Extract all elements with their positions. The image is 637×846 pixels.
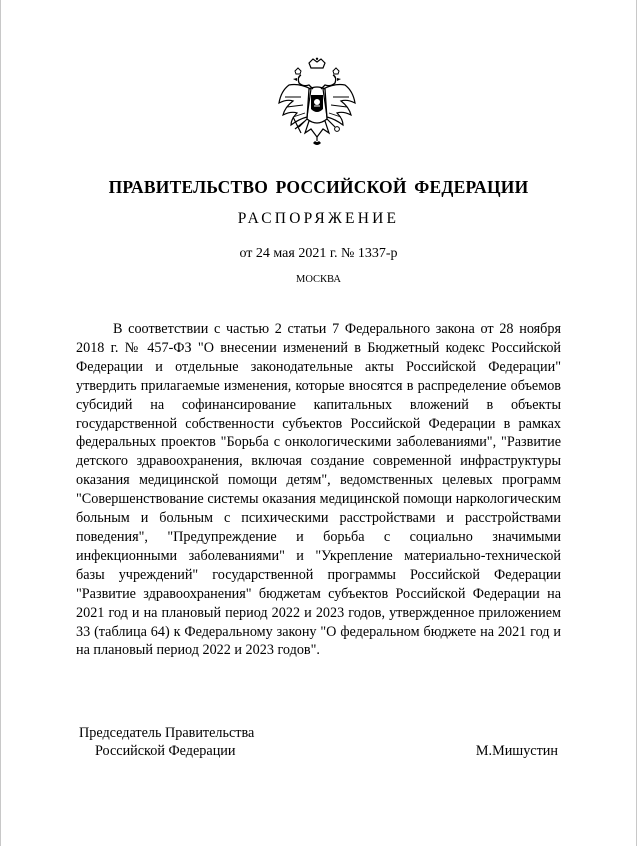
signatory-title-line-2: Российской Федерации	[95, 743, 236, 759]
document-city: МОСКВА	[296, 274, 341, 285]
signatory-title-line-1: Председатель Правительства	[79, 725, 255, 741]
order-paragraph: В соответствии с частью 2 статьи 7 Федерального закона от 28 ноября 2018 г. № 457-ФЗ "О внесении изменений в Бюджетный кодекс Российской Федерации и отдельные законодательные акты Российской Федерации" утвердить прилагаемые изменения, которые вносятся в распределение объемов субсидий на софинансирование капитальных вложений в объекты государственной собственности субъектов Российской Федерации в рамках федеральных проектов "Борьба с онкологическими заболеваниями", "Развитие детского здравоохранения, включая создание современной инфраструктуры оказания медицинской помощи детям", ведомственных целевых программ "Совершенствование системы оказания медицинской помощи наркологическим больным и больным с психическими расстройствами и расстройствами поведения", "Предупреждение и борьба с социально значимыми инфекционными заболеваниями" и "Укрепление материально-технической базы учреждений" государственной программы Российской Федерации "Развитие здравоохранения" бюджетам субъектов Российской Федерации на 2021 год и на плановый период 2022 и 2023 годов, утвержденное приложением 33 (таблица 64) к Федеральному закону "О федеральном бюджете на 2021 год и на плановый период 2022 и 2023 годов".	[76, 321, 561, 659]
document-date-number: от 24 мая 2021 г. № 1337-р	[239, 246, 398, 261]
signatory-name: М.Мишустин	[475, 743, 558, 759]
russian-coat-of-arms-icon	[275, 57, 359, 151]
document-type-heading: РАСПОРЯЖЕНИЕ	[237, 210, 400, 227]
government-title: ПРАВИТЕЛЬСТВО РОССИЙСКОЙ ФЕДЕРАЦИИ	[108, 177, 529, 197]
